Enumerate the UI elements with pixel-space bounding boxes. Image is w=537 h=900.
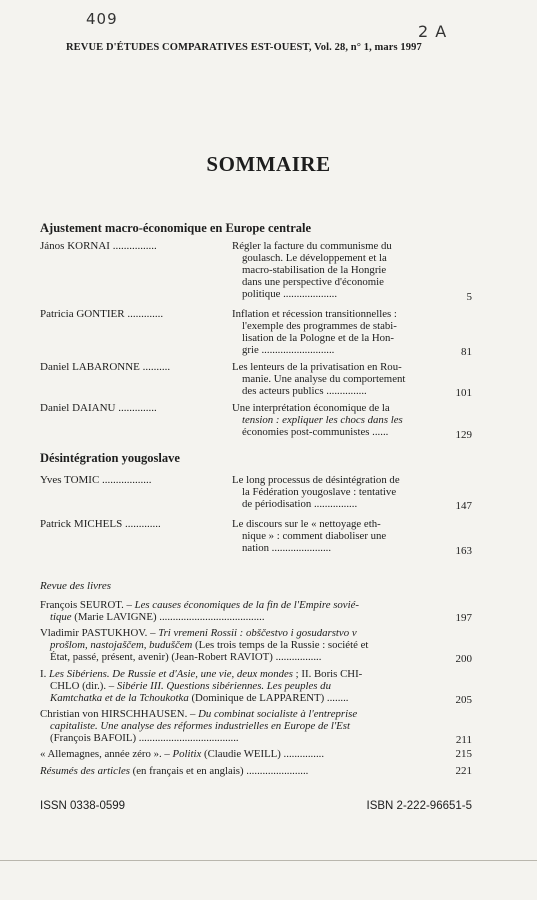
review-page-number: 200 (455, 653, 472, 665)
entry-author: János KORNAI ................ (40, 240, 157, 252)
section-heading-2: Désintégration yougoslave (40, 451, 180, 465)
issn-number: ISSN 0338-0599 (40, 800, 126, 812)
entry-title: Le long processus de désintégration de la Fédération yougoslave : tentative de périodisation ................ (232, 474, 400, 510)
entry-author: Daniel LABARONNE .......... (40, 361, 171, 373)
entry-title: Une interprétation économique de la tension : expliquer les chocs dans les économies post-communistes ...... (232, 402, 403, 438)
entry-title: Les lenteurs de la privatisation en Rou- manie. Une analyse du comportement des acteurs publics ............... (232, 361, 406, 397)
entry-page-number: 101 (455, 387, 472, 399)
entry-page-number: 5 (466, 291, 472, 303)
review-page-number: 215 (455, 748, 472, 760)
review-entry: Résumés des articles (en français et en anglais) ....................... (40, 765, 309, 777)
review-entry: I. Les Sibériens. De Russie et d'Asie, une vie, deux mondes ; II. Boris CHI- CHLO (dir.). – Sibérie III. Questions sibériennes. Les peuples du Kamtchatka et de la Tchoukotka (Dominique de LAPPARENT) ........ (40, 668, 363, 705)
reviews-heading: Revue des livres (40, 580, 112, 592)
review-entry: Vladimir PASTUKHOV. – Tri vremeni Rossii : obščestvo i gosudarstvo v prošlom, nastojaščem, buduščem (Les trois temps de la Russie : société et État, passé, présent, avenir) (Jean-Robert RAVIOT) ................. (40, 627, 369, 664)
entry-page-number: 147 (455, 500, 472, 512)
entry-page-number: 81 (461, 346, 472, 358)
review-page-number: 205 (455, 694, 472, 706)
isbn-number: ISBN 2-222-96651-5 (366, 800, 472, 812)
entry-title: Inflation et récession transitionnelles : l'exemple des programmes de stabi- lisation de la Pologne et de la Hon- grie ........................... (232, 308, 397, 356)
review-page-number: 197 (455, 612, 472, 624)
review-entry: François SEUROT. – Les causes économiques de la fin de l'Empire sovié- tique (Marie LAVIGNE) ....................................... (40, 599, 359, 624)
review-page-number: 211 (455, 734, 472, 746)
review-entry: Christian von HIRSCHHAUSEN. – Du combinat socialiste à l'entreprise capitaliste. Une analyse des réformes industrielles en Europe de l'Est (François BAFOIL) ..................................... (40, 708, 358, 745)
review-page-number: 221 (455, 765, 472, 777)
entry-author: Yves TOMIC .................. (40, 474, 152, 486)
page-fold-line (0, 860, 537, 861)
review-entry: « Allemagnes, année zéro ». – Politix (Claudie WEILL) ............... (40, 748, 325, 760)
entry-title: Régler la facture du communisme du goulasch. Le développement et la macro-stabilisation de la Hongrie dans une perspective d'économie politique .................... (232, 240, 392, 300)
entry-title: Le discours sur le « nettoyage eth- nique » : comment diaboliser une nation ...................... (232, 518, 387, 554)
entry-page-number: 129 (455, 429, 472, 441)
page-title: SOMMAIRE (206, 152, 331, 176)
entry-author: Patrick MICHELS ............. (40, 518, 161, 530)
entry-author: Patricia GONTIER ............. (40, 308, 164, 320)
journal-header: REVUE D'ÉTUDES COMPARATIVES EST-OUEST, Vol. 28, n° 1, mars 1997 (66, 42, 422, 53)
entry-author: Daniel DAIANU .............. (40, 402, 157, 414)
handwritten-note-left: 409 (86, 10, 118, 28)
entry-page-number: 163 (455, 545, 472, 557)
handwritten-note-right: 2 A (418, 22, 448, 41)
section-heading-1: Ajustement macro-économique en Europe centrale (40, 221, 312, 235)
